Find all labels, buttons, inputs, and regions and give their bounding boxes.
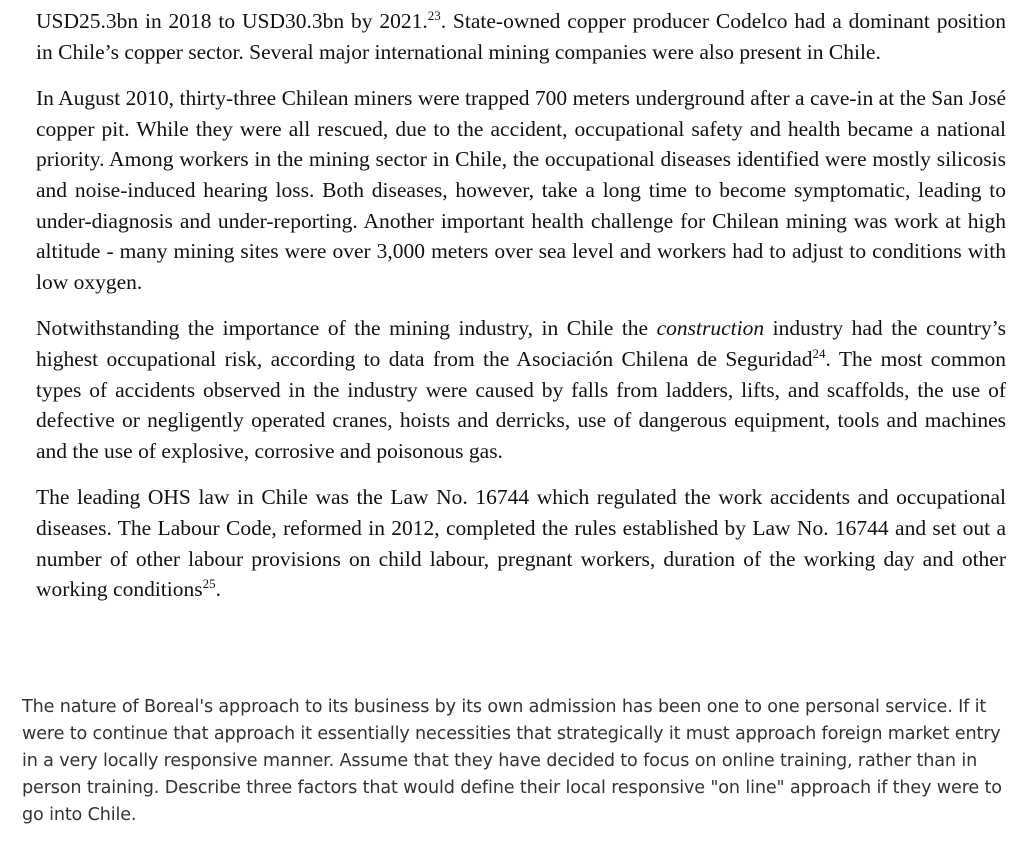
paragraph-text: . State-owned copper producer Codelco had a dominant position in Chile’s copper sector. Several major international mining companies were also present in Chile. [36,9,1006,64]
paragraph-copper-market [36,6,1006,67]
paragraph-ohs-law [36,482,1006,604]
paragraph-text: industry had the country’s highest occupational risk, according to data from the Asociación Chilena de Seguridad [36,316,1006,371]
paragraph-text: The leading OHS law in Chile was the Law No. 16744 which regulated the work accidents and occupational diseases. The Labour Code, reformed in 2012, completed the rules established by Law No. 16744 and set out a number of other labour provisions on child labour, pregnant workers, duration of the working day and other working conditions [36,485,1006,602]
paragraph-mining-safety [36,83,1006,297]
paragraph-text: Notwithstanding the importance of the mining industry, in Chile the [36,316,657,341]
question-prompt: The nature of Boreal's approach to its business by its own admission has been one to one personal service. If it were to continue that approach it essentially necessities that strategically it must approach foreign market entry in a very locally responsive manner. Assume that they have decided to focus on online training, rather than in person training. Describe three factors that would define their local responsive "on line" approach if they were to go into Chile. [22,697,1002,825]
paragraph-text: In August 2010, thirty-three Chilean miners were trapped 700 meters underground after a cave-in at the San José copper pit. While they were all rescued, due to the accident, occupational safety and health became a national priority. Among workers in the mining sector in Chile, the occupational diseases identified were mostly silicosis and noise-induced hearing loss. Both diseases, however, take a long time to become symptomatic, leading to under-diagnosis and under-reporting. Another important health challenge for Chilean mining was work at high altitude - many mining sites were over 3,000 meters over sea level and workers had to adjust to conditions with low oxygen. [36,86,1006,294]
document-body [36,6,1006,621]
emphasis-construction: construction [656,316,765,341]
paragraph-text: . The most common types of accidents observed in the industry were caused by falls from ladders, lifts, and scaffolds, the use of defective or negligently operated cranes, hoists and derricks, use of dangerous equipment, tools and machines and the use of explosive, corrosive and poisonous gas. [36,346,1006,463]
footnote-marker-25: 25 [202,575,216,591]
paragraph-text: . [215,577,221,602]
footnote-marker-23: 23 [427,7,441,23]
paragraph-text: USD25.3bn in 2018 to USD30.3bn by 2021. [36,9,428,33]
paragraph-construction-risk [36,313,1006,466]
footnote-marker-24: 24 [812,345,826,361]
